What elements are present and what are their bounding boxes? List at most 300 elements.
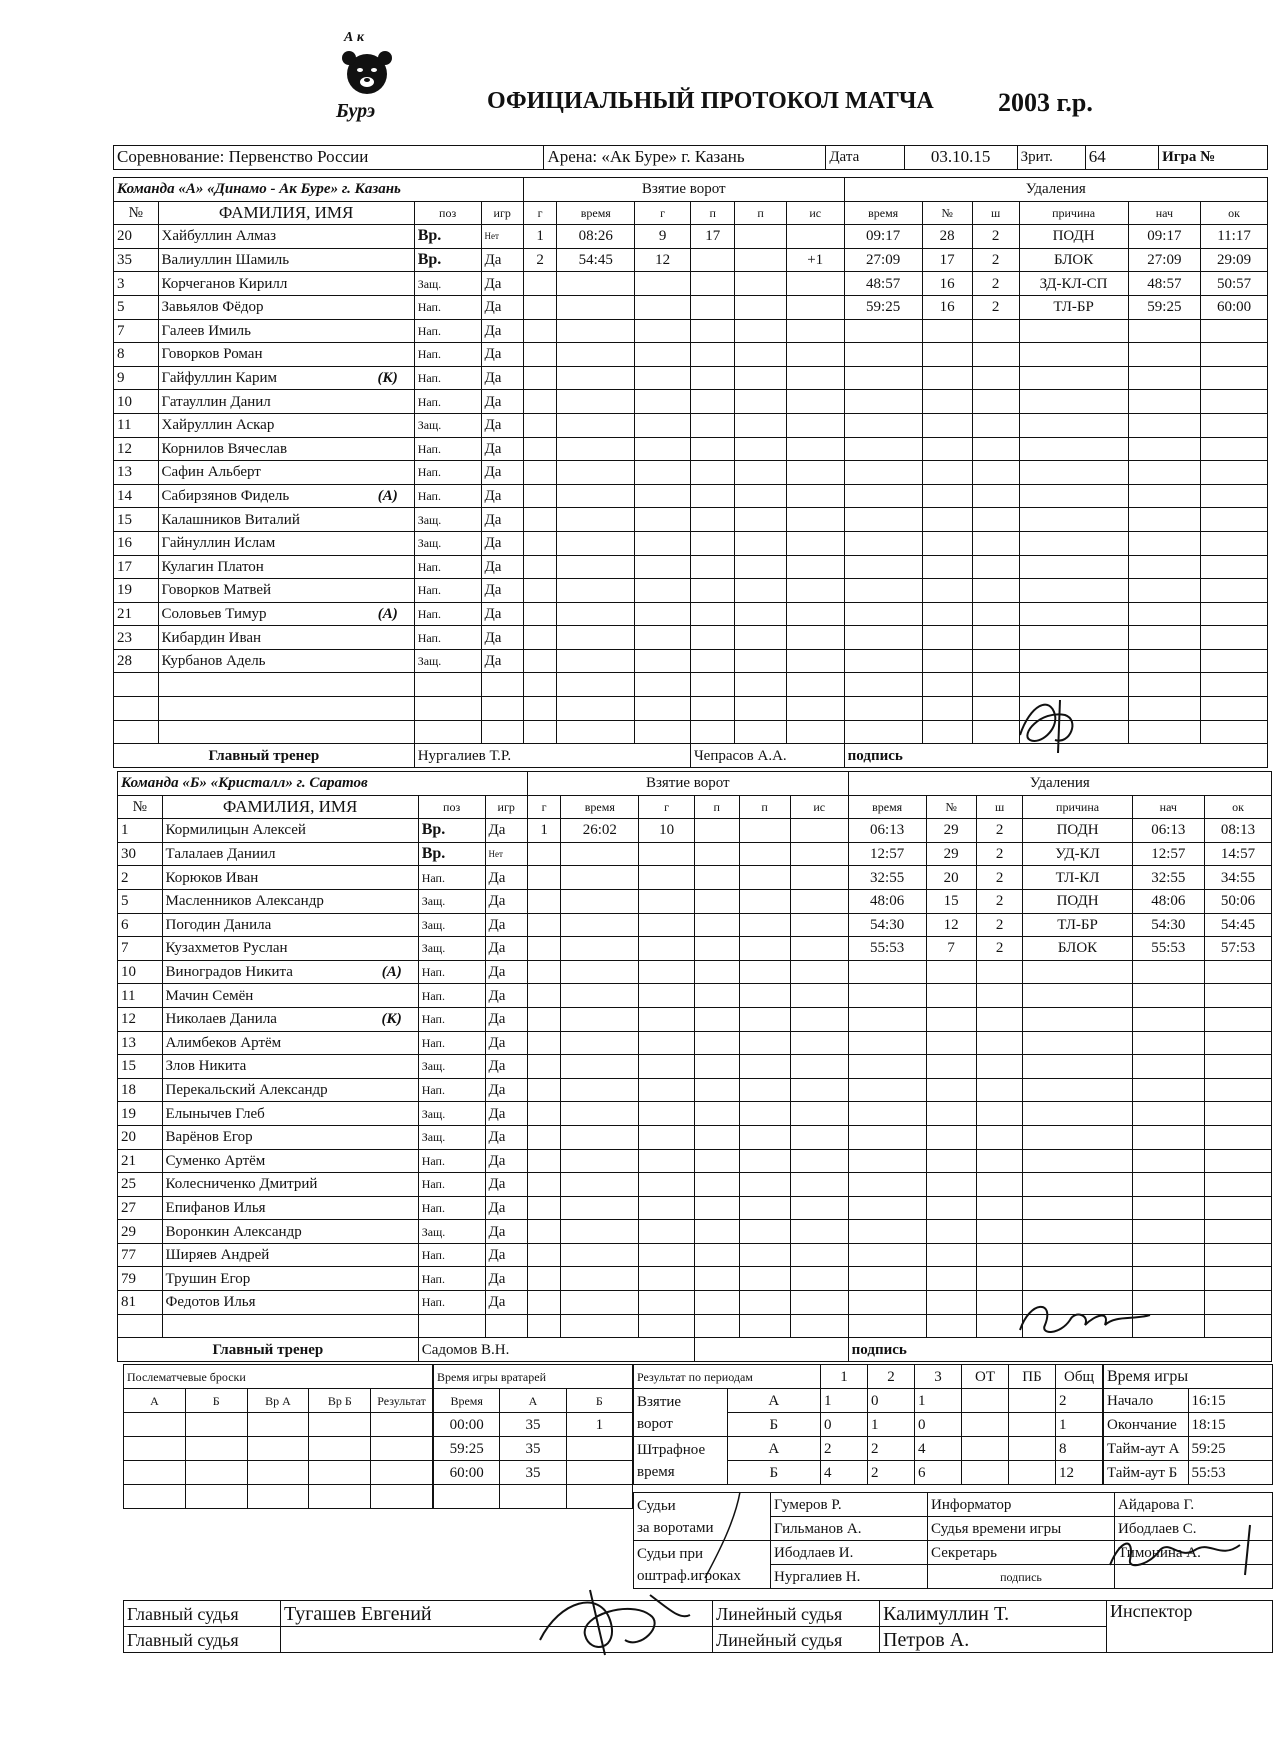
penalty-cell (1023, 984, 1132, 1008)
penalty-cell (1128, 649, 1200, 673)
penalty-cell (1205, 1243, 1272, 1267)
player-position: Нап. (418, 1291, 485, 1315)
goal-cell (561, 1031, 639, 1055)
goals-label-1: Взятие (637, 1393, 682, 1410)
penalty-cell (976, 1149, 1023, 1173)
player-number: 3 (114, 272, 159, 296)
period-pim-a (962, 1437, 1009, 1461)
player-name-cell (158, 626, 414, 650)
player-played: Да (485, 1007, 527, 1031)
penalty-cell (976, 1031, 1023, 1055)
goal-cell (790, 984, 848, 1008)
player-name-cell (158, 225, 414, 249)
penalty-judge-2: Нургалиев Н. (771, 1565, 928, 1589)
goal-cell (527, 937, 560, 961)
penalty-cell (848, 1125, 926, 1149)
penalty-cell (926, 1007, 976, 1031)
penalty-cell (1205, 1291, 1272, 1315)
goal-cell (527, 913, 560, 937)
penalty-cell: 54:30 (1132, 913, 1204, 937)
player-number: 30 (118, 842, 163, 866)
goal-cell (790, 1196, 848, 1220)
player-played: Да (485, 1291, 527, 1315)
penalty-cell: ПОДН (1019, 225, 1128, 249)
penalty-cell (1128, 697, 1200, 721)
goal-judges-label-2: за воротами (637, 1519, 714, 1536)
table-row (114, 697, 1268, 721)
goal-cell (639, 937, 695, 961)
player-played: Да (481, 508, 523, 532)
period-pim-b-total: 12 (1056, 1461, 1103, 1485)
col-name: ФАМИЛИЯ, ИМЯ (158, 201, 414, 225)
player-name-cell (162, 819, 418, 843)
penalty-cell (844, 366, 922, 390)
penalty-cell (1019, 555, 1128, 579)
penalty-cell (926, 1220, 976, 1244)
period-goals-b (1009, 1413, 1056, 1437)
penalty-cell (1019, 508, 1128, 532)
empty-cell (481, 673, 523, 697)
goal-cell (561, 1196, 639, 1220)
penalty-cell: 16 (922, 295, 972, 319)
player-played: Да (485, 984, 527, 1008)
goal-cell (739, 1055, 790, 1079)
player-number: 7 (114, 319, 159, 343)
coach-b-signature (1015, 1295, 1165, 1345)
player-number: 11 (118, 984, 163, 1008)
goal-cell (639, 1055, 695, 1079)
empty-cell (481, 697, 523, 721)
timekeeper-name: Ибодлаев С. (1115, 1517, 1273, 1541)
player-position: Защ. (418, 937, 485, 961)
goal-cell (561, 937, 639, 961)
penalty-cell (1128, 484, 1200, 508)
goal-cell (635, 343, 691, 367)
penalty-cell (1023, 1196, 1132, 1220)
player-name-cell (162, 1125, 418, 1149)
penalty-cell (1201, 437, 1268, 461)
period-col: Общ (1056, 1365, 1103, 1389)
penalty-cell (972, 555, 1019, 579)
linesman-2: Петров А. (880, 1627, 1107, 1653)
penalty-cell (1023, 1007, 1132, 1031)
penalty-cell (972, 579, 1019, 603)
player-number: 81 (118, 1291, 163, 1315)
player-number: 19 (118, 1102, 163, 1126)
penalty-cell: 48:57 (1128, 272, 1200, 296)
competition: Соревнование: Первенство России (114, 146, 544, 170)
goal-judges-label-1: Судьи (637, 1497, 676, 1514)
penalty-cell (1205, 1007, 1272, 1031)
goal-cell (639, 1173, 695, 1197)
player-position: Вр. (418, 842, 485, 866)
empty-cell (485, 1314, 527, 1338)
penalty-cell (976, 1078, 1023, 1102)
goal-cell (523, 697, 556, 721)
goal-cell (786, 437, 844, 461)
player-position: Защ. (418, 913, 485, 937)
player-position: Нап. (414, 555, 481, 579)
player-name-cell (162, 913, 418, 937)
goal-cell (527, 842, 560, 866)
player-number: 10 (118, 960, 163, 984)
goal-cell (635, 508, 691, 532)
shootout-table (123, 1364, 433, 1509)
penalty-cell (976, 1102, 1023, 1126)
goal-cell (639, 984, 695, 1008)
goal-cell (694, 1267, 739, 1291)
penalty-cell (926, 1055, 976, 1079)
penalty-cell (1128, 437, 1200, 461)
table-row (118, 984, 1272, 1008)
player-name: Епифанов Илья (165, 1199, 266, 1216)
empty-cell (158, 673, 414, 697)
goal-cell (786, 649, 844, 673)
empty-cell (414, 697, 481, 721)
penalty-cell (922, 413, 972, 437)
table-row (114, 248, 1268, 272)
penalty-cell (1205, 1102, 1272, 1126)
goal-cell (735, 319, 786, 343)
player-position: Защ. (414, 272, 481, 296)
pim-label (634, 1437, 728, 1485)
penalty-cell (1132, 1125, 1204, 1149)
penalty-cell (926, 1149, 976, 1173)
player-position: Нап. (418, 984, 485, 1008)
goal-cell (523, 461, 556, 485)
penalty-cell (926, 984, 976, 1008)
penalty-cell: 2 (972, 225, 1019, 249)
goal-cell: 08:26 (557, 225, 635, 249)
penalty-cell (1201, 390, 1268, 414)
player-number: 13 (118, 1031, 163, 1055)
table-row (114, 437, 1268, 461)
table-row (114, 602, 1268, 626)
player-name: Соловьев Тимур (161, 605, 267, 622)
goal-cell (690, 272, 735, 296)
goal-cell (690, 343, 735, 367)
goal-cell (639, 1031, 695, 1055)
penalty-cell (926, 960, 976, 984)
player-number: 27 (118, 1196, 163, 1220)
penalty-cell: ПОДН (1023, 819, 1132, 843)
penalty-cell (1019, 579, 1128, 603)
assistant-coach: Чепрасов А.А. (690, 744, 844, 768)
player-played: Да (481, 626, 523, 650)
goal-col-header: п (739, 795, 790, 819)
penalty-cell (848, 1031, 926, 1055)
goalie-time-cell (566, 1461, 632, 1485)
player-name: Гатауллин Данил (161, 393, 271, 410)
penalty-cell: 11:17 (1201, 225, 1268, 249)
period-goals-b: 0 (915, 1413, 962, 1437)
penalty-cell (976, 1055, 1023, 1079)
player-name: Кулагин Платон (161, 558, 264, 575)
period-goals-a (962, 1389, 1009, 1413)
period-col: 2 (868, 1365, 915, 1389)
table-row (114, 555, 1268, 579)
goal-cell (527, 1220, 560, 1244)
empty-cell (118, 1314, 163, 1338)
penalty-cell: ТЛ-БР (1023, 913, 1132, 937)
penalty-cell (1132, 1267, 1204, 1291)
penalty-cell (1132, 1220, 1204, 1244)
goal-cell (557, 531, 635, 555)
penalty-cell (1201, 343, 1268, 367)
table-row (114, 461, 1268, 485)
penalty-col-header: причина (1023, 795, 1132, 819)
player-played: Да (481, 437, 523, 461)
goal-cell (790, 1243, 848, 1267)
penalty-cell (922, 626, 972, 650)
penalty-cell (1205, 1267, 1272, 1291)
table-row (118, 1007, 1272, 1031)
empty-cell (162, 1314, 418, 1338)
player-played: Да (485, 960, 527, 984)
player-name: Калашников Виталий (161, 511, 300, 528)
player-number: 29 (118, 1220, 163, 1244)
main-referee-label: Главный судья (124, 1601, 281, 1627)
goal-cell (635, 720, 691, 744)
goal-cell (694, 960, 739, 984)
player-played: Да (485, 1055, 527, 1079)
penalty-cell (844, 413, 922, 437)
player-played: Да (481, 649, 523, 673)
goal-cell (635, 461, 691, 485)
goal-cell: +1 (786, 248, 844, 272)
player-name: Перекальский Александр (165, 1082, 328, 1099)
goal-cell (690, 248, 735, 272)
penalty-cell (972, 413, 1019, 437)
player-played: Нет (481, 225, 523, 249)
goal-cell (739, 960, 790, 984)
goal-cell (557, 295, 635, 319)
goal-cell: 12 (635, 248, 691, 272)
bear-head-icon (332, 48, 402, 98)
player-position: Нап. (418, 1243, 485, 1267)
table-row (118, 1125, 1272, 1149)
team-b-table (117, 771, 1272, 1362)
penalty-cell (848, 960, 926, 984)
penalty-cell (844, 579, 922, 603)
goal-cell (523, 579, 556, 603)
goal-cell (635, 272, 691, 296)
goal-cell (739, 1173, 790, 1197)
player-position: Защ. (418, 1102, 485, 1126)
goal-cell (790, 1031, 848, 1055)
coach-signature-label: подпись (848, 1338, 1271, 1362)
player-name: Говорков Роман (161, 346, 263, 363)
player-name-cell (162, 1031, 418, 1055)
goal-cell (690, 720, 735, 744)
penalty-cell (922, 697, 972, 721)
player-name-cell (158, 579, 414, 603)
player-played: Да (485, 819, 527, 843)
penalty-cell (1019, 437, 1128, 461)
penalty-cell: 06:13 (1132, 819, 1204, 843)
penalty-cell (926, 1196, 976, 1220)
penalty-cell: 27:09 (1128, 248, 1200, 272)
timeout-b-label: Тайм-аут Б (1104, 1461, 1189, 1485)
penalty-cell (1201, 508, 1268, 532)
goal-cell (739, 1267, 790, 1291)
penalty-cell (844, 437, 922, 461)
goal-cell (739, 1102, 790, 1126)
penalty-cell (1132, 1055, 1204, 1079)
player-played: Да (485, 1243, 527, 1267)
penalty-cell (1019, 531, 1128, 555)
penalty-cell (976, 1125, 1023, 1149)
goal-cell (790, 842, 848, 866)
empty-cell (114, 720, 159, 744)
goal-cell: 1 (527, 819, 560, 843)
penalty-cell (1128, 508, 1200, 532)
periods-title: Результат по периодам (634, 1365, 821, 1389)
penalty-cell (844, 720, 922, 744)
goal-cell (694, 913, 739, 937)
player-position: Нап. (418, 1173, 485, 1197)
goal-cell (639, 1196, 695, 1220)
goal-cell (561, 913, 639, 937)
goal-cell (790, 819, 848, 843)
penalty-cell (972, 319, 1019, 343)
goal-col-header: п (690, 201, 735, 225)
player-number: 35 (114, 248, 159, 272)
player-name-cell (158, 461, 414, 485)
player-number: 9 (114, 366, 159, 390)
goal-cell (690, 295, 735, 319)
goal-cell (690, 602, 735, 626)
goal-cell (694, 889, 739, 913)
penalty-cell (1132, 1173, 1204, 1197)
period-pim-a (1009, 1437, 1056, 1461)
goal-cell (694, 819, 739, 843)
penalty-cell (1128, 720, 1200, 744)
player-name-cell (158, 413, 414, 437)
player-name: Мачин Семён (165, 987, 254, 1004)
goal-cell (735, 248, 786, 272)
penalty-cell (1205, 1031, 1272, 1055)
period-pim-b: 4 (821, 1461, 868, 1485)
player-played: Да (481, 272, 523, 296)
period-goals-b: 1 (868, 1413, 915, 1437)
goal-cell (735, 508, 786, 532)
goal-cell (561, 889, 639, 913)
penalty-cell (926, 1102, 976, 1126)
player-name: Федотов Илья (165, 1294, 256, 1311)
table-row (114, 343, 1268, 367)
player-position: Нап. (418, 1078, 485, 1102)
goal-cell (790, 1078, 848, 1102)
penalty-cell (844, 697, 922, 721)
goal-cell (694, 1243, 739, 1267)
goal-cell (735, 697, 786, 721)
arena: Арена: «Ак Буре» г. Казань (544, 146, 826, 170)
goal-cell (690, 579, 735, 603)
table-row (118, 937, 1272, 961)
penalty-cell (848, 1291, 926, 1315)
goal-cell (523, 531, 556, 555)
goal-cell (739, 1007, 790, 1031)
goal-cell (527, 1149, 560, 1173)
penalty-cell (1201, 720, 1268, 744)
player-name: Воронкин Александр (165, 1223, 302, 1240)
goal-col-header: время (557, 201, 635, 225)
penalty-cell (922, 319, 972, 343)
coach-a-signature (1010, 695, 1090, 755)
penalty-cell (1205, 1149, 1272, 1173)
penalty-cell: 2 (976, 889, 1023, 913)
goalie-time-cell: 1 (566, 1413, 632, 1437)
goal-cell (557, 508, 635, 532)
goal-cell (739, 1149, 790, 1173)
goal-cell (694, 1007, 739, 1031)
penalty-cell (972, 390, 1019, 414)
player-name: Гайнуллин Ислам (161, 535, 276, 552)
player-played: Да (485, 1196, 527, 1220)
player-name-cell (162, 842, 418, 866)
goal-cell (635, 626, 691, 650)
penalty-cell (972, 673, 1019, 697)
penalty-cell (844, 531, 922, 555)
goal-cell (690, 366, 735, 390)
penalty-cell (972, 366, 1019, 390)
player-name: Масленников Александр (165, 893, 324, 910)
penalty-cell (922, 390, 972, 414)
goal-cell (735, 390, 786, 414)
goal-cell (561, 960, 639, 984)
goal-cell: 9 (635, 225, 691, 249)
empty-cell (418, 1314, 485, 1338)
player-played: Нет (485, 842, 527, 866)
penalty-judges-label-1: Судьи при (637, 1545, 703, 1562)
penalty-cell: БЛОК (1023, 937, 1132, 961)
goal-cell (739, 889, 790, 913)
goalie-time-cell: 00:00 (434, 1413, 500, 1437)
empty-cell (114, 673, 159, 697)
player-position: Защ. (418, 889, 485, 913)
player-played: Да (481, 484, 523, 508)
team-a-letter: А (727, 1437, 821, 1461)
birth-year: 2003 г.р. (998, 88, 1093, 117)
period-pim-b: 2 (868, 1461, 915, 1485)
player-number: 21 (114, 602, 159, 626)
player-name-cell (162, 866, 418, 890)
player-name: Варёнов Егор (165, 1129, 253, 1146)
penalty-cell (1205, 984, 1272, 1008)
penalty-cell (1205, 960, 1272, 984)
table-row (118, 1055, 1272, 1079)
penalty-cell (1132, 1243, 1204, 1267)
penalty-cell (976, 984, 1023, 1008)
goal-cell (790, 960, 848, 984)
period-goals-a (1009, 1389, 1056, 1413)
goal-cell (635, 366, 691, 390)
penalty-cell (926, 1267, 976, 1291)
goal-cell (690, 626, 735, 650)
goal-cell (735, 555, 786, 579)
penalty-cell (848, 1243, 926, 1267)
penalty-col-header: нач (1128, 201, 1200, 225)
goal-cell (557, 319, 635, 343)
goal-cell (527, 1078, 560, 1102)
player-name-cell (158, 390, 414, 414)
penalty-cell: 48:57 (844, 272, 922, 296)
penalty-cell (1132, 1102, 1204, 1126)
player-number: 19 (114, 579, 159, 603)
player-name-cell (158, 508, 414, 532)
player-name-cell (158, 602, 414, 626)
